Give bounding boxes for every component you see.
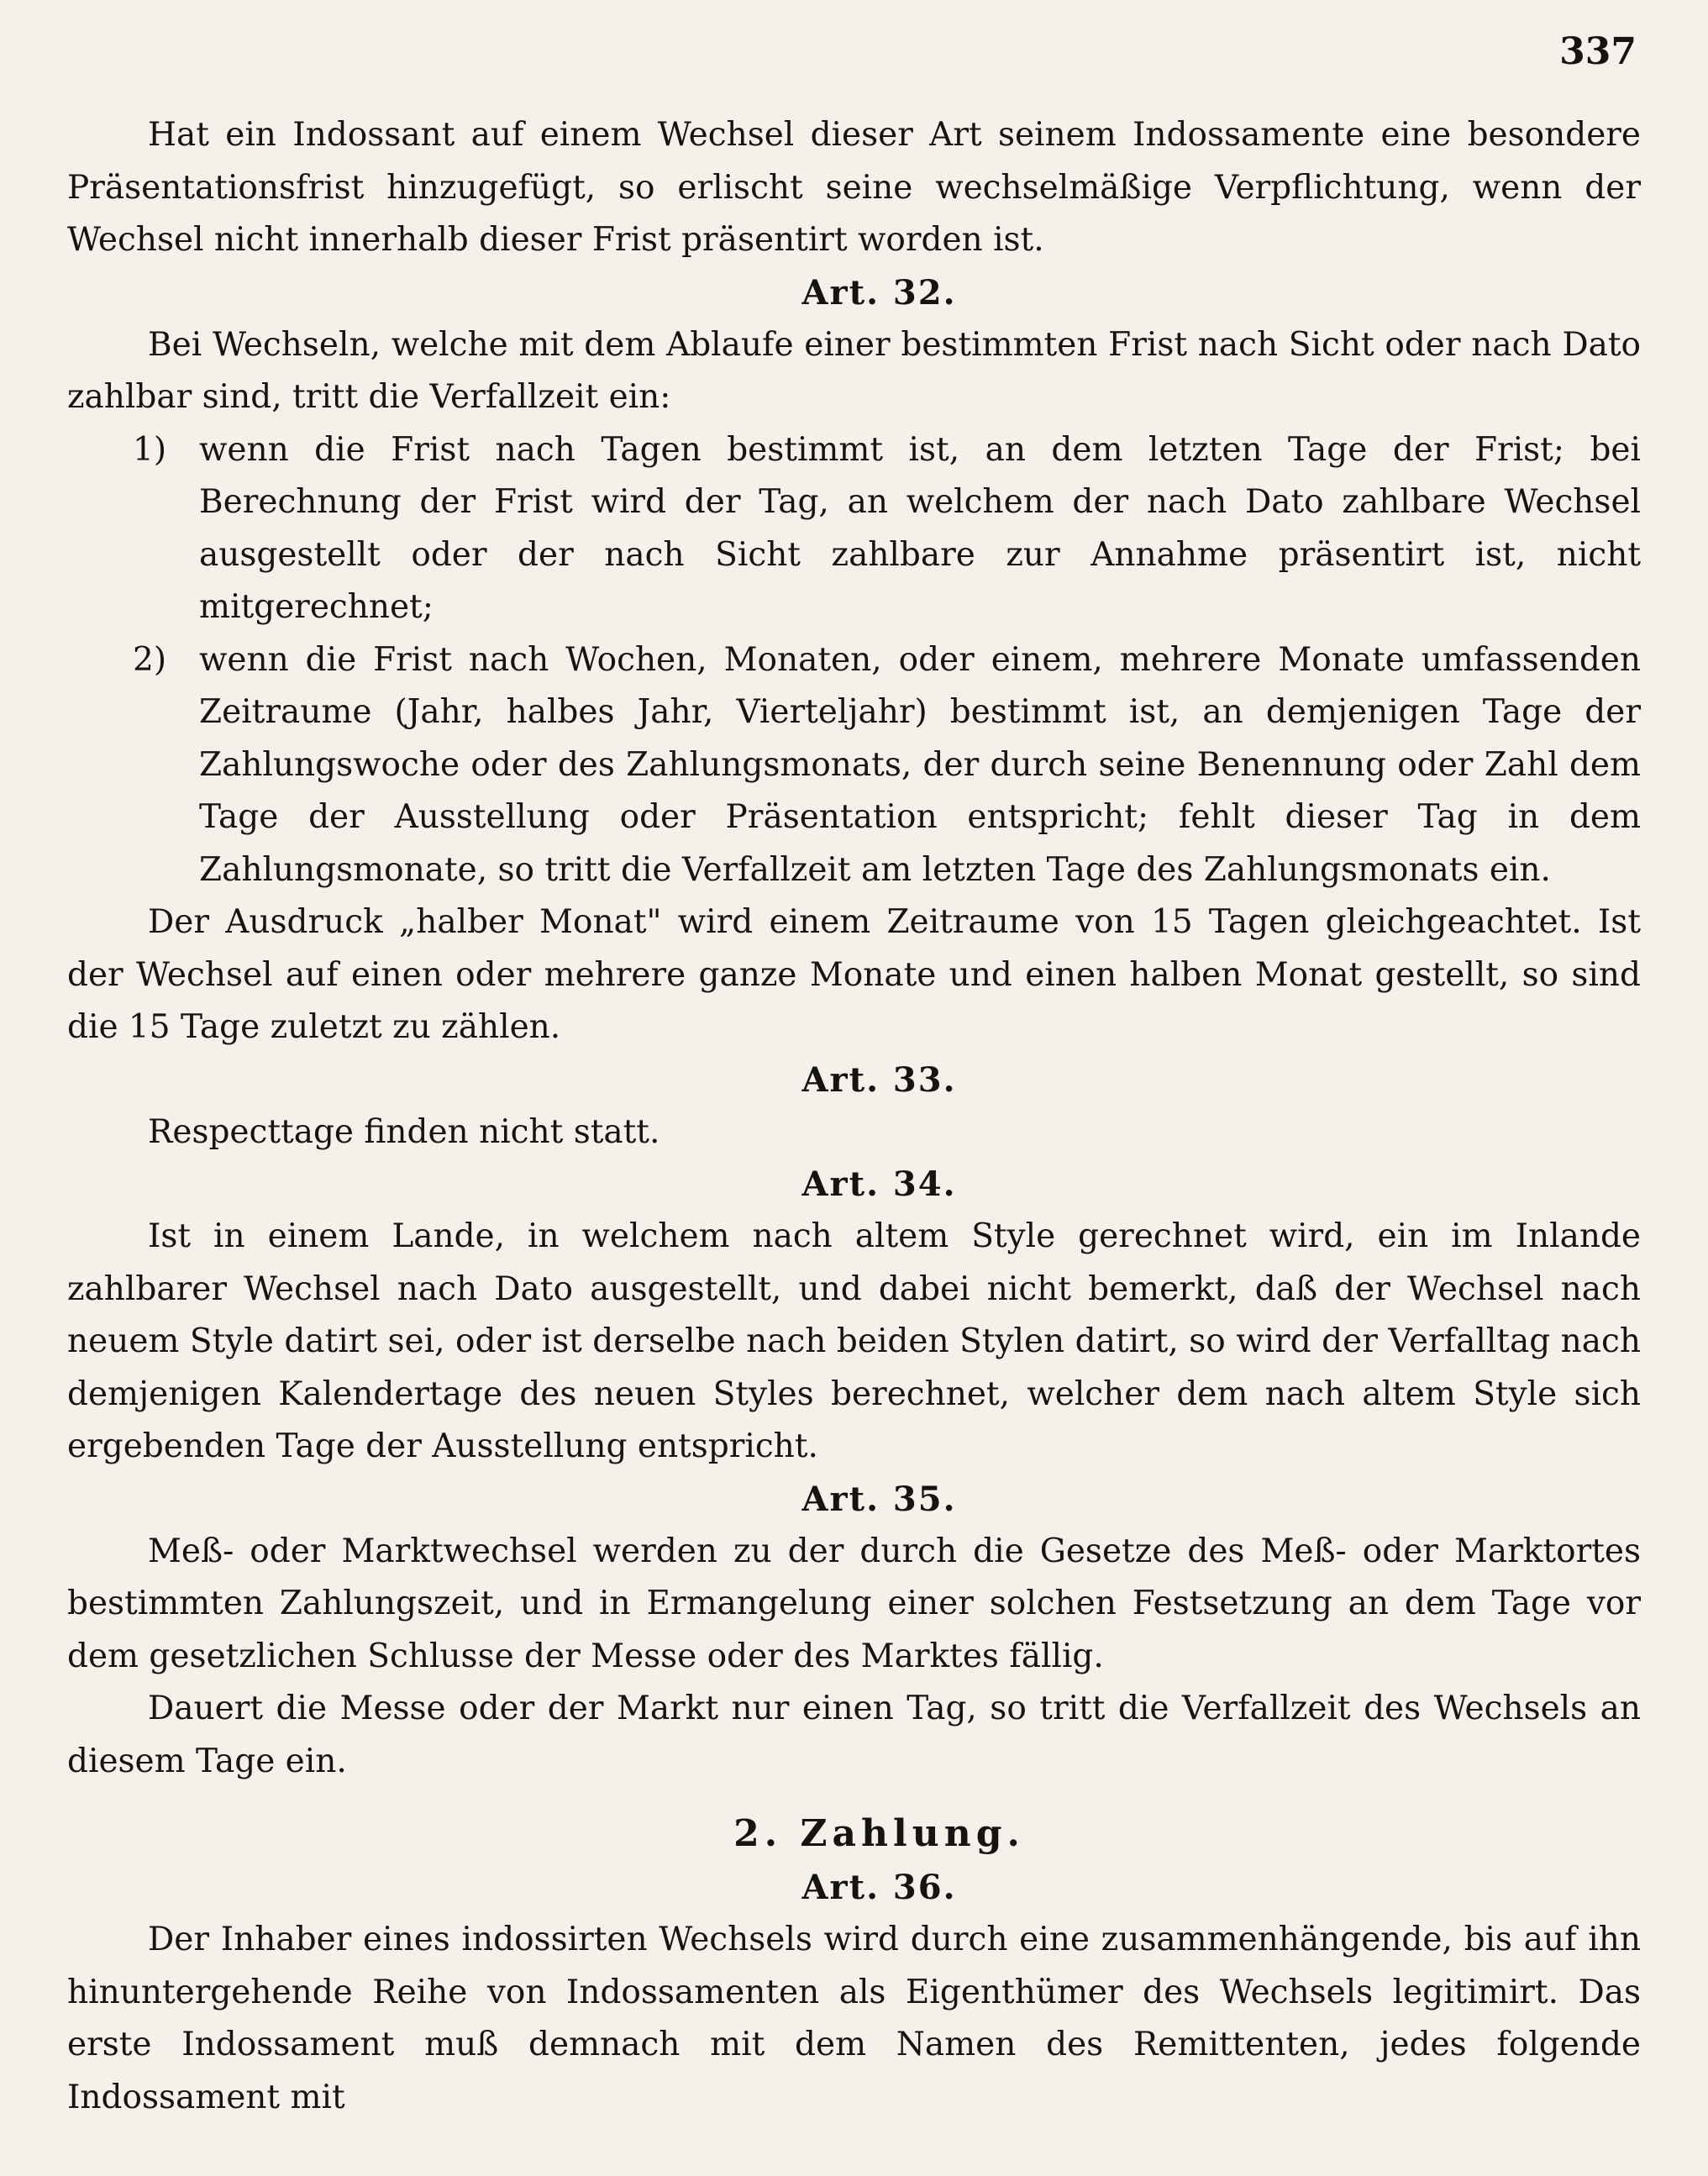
paragraph-messwechsel: Meß- oder Marktwechsel werden zu der durch die Gesetze des Meß- oder Marktortes bestimmten Zahlungszeit, und in Ermangelung einer solchen Festsetzung an dem Tage vor dem gesetzlichen Schlusse der Messe oder des Marktes fällig. bbox=[67, 1532, 1641, 1675]
verfallzeit-list bbox=[67, 424, 1641, 897]
article-heading-35: Art. 35. bbox=[801, 1479, 957, 1519]
paragraph-indossant-frist: Hat ein Indossant auf einem Wechsel dieser Art seinem Indossamente eine besondere Präsentationsfrist hinzugefügt, so erlischt seine wechselmäßige Verpflichtung, wenn der Wechsel nicht innerhalb dieser Frist präsentirt worden ist. bbox=[67, 116, 1641, 259]
list-item bbox=[67, 424, 1641, 634]
article-heading-34: Art. 34. bbox=[801, 1164, 957, 1204]
section-title-zahlung: 2. Zahlung. bbox=[733, 1812, 1025, 1855]
paragraph-inhaber-legitimation: Der Inhaber eines indossirten Wechsels wird durch eine zusammenhängende, bis auf ihn hinuntergehende Reihe von Indossamenten als Eigenthümer des Wechsels legitimirt. Das erste Indossament muß demnach mit dem Namen des Remittenten, jedes folgende Indossament mit bbox=[67, 1921, 1641, 2116]
list-item bbox=[67, 634, 1641, 897]
page-number: 337 bbox=[1559, 30, 1637, 73]
list-item-number: 2) bbox=[133, 640, 167, 679]
list-item-text: wenn die Frist nach Wochen, Monaten, oder einem, mehrere Monate umfassenden Zeitraume (Jahr, halbes Jahr, Vierteljahr) bestimmt ist, an demjenigen Tage der Zahlungswoche oder des Zahlungsmonats, der durch seine Benennung oder Zahl dem Tage der Ausstellung oder Präsentation entspricht; fehlt dieser Tag in dem Zahlungsmonate, so tritt die Verfallzeit am letzten Tage des Zahlungsmonats ein. bbox=[199, 640, 1641, 889]
list-item-text: wenn die Frist nach Tagen bestimmt ist, an dem letzten Tage der Frist; bei Berechnung der Frist wird der Tag, an welchem der nach Dato zahlbare Wechsel ausgestellt oder der nach Sicht zahlbare zur Annahme präsentirt ist, nicht mitgerechnet; bbox=[199, 430, 1641, 626]
paragraph-halber-monat: Der Ausdruck „halber Monat" wird einem Zeitraume von 15 Tagen gleichgeachtet. Ist der Wechsel auf einen oder mehrere ganze Monate und einen halben Monat gestellt, so sind die 15 Tage zuletzt zu zählen. bbox=[67, 903, 1641, 1046]
paragraph-alter-style: Ist in einem Lande, in welchem nach altem Style gerechnet wird, ein im Inlande zahlbarer Wechsel nach Dato ausgestellt, und dabei nicht bemerkt, daß der Wechsel nach neuem Style datirt sei, oder ist derselbe nach beiden Stylen datirt, so wird der Verfalltag nach demjenigen Kalendertage des neuen Styles berechnet, welcher dem nach altem Style sich ergebenden Tage der Ausstellung entspricht. bbox=[67, 1217, 1641, 1465]
article-heading-36: Art. 36. bbox=[801, 1868, 957, 1907]
article-heading-33: Art. 33. bbox=[801, 1059, 957, 1100]
paragraph-respecttage: Respecttage finden nicht statt. bbox=[148, 1112, 660, 1151]
paragraph-messe-ein-tag: Dauert die Messe oder der Markt nur einen Tag, so tritt die Verfallzeit des Wechsels an diesem Tage ein. bbox=[67, 1690, 1641, 1780]
paragraph-verfallzeit-intro: Bei Wechseln, welche mit dem Ablaufe einer bestimmten Frist nach Sicht oder nach Dato zahlbar sind, tritt die Verfallzeit ein: bbox=[67, 325, 1641, 416]
list-item-number: 1) bbox=[133, 430, 167, 469]
article-heading-32: Art. 32. bbox=[801, 272, 957, 313]
